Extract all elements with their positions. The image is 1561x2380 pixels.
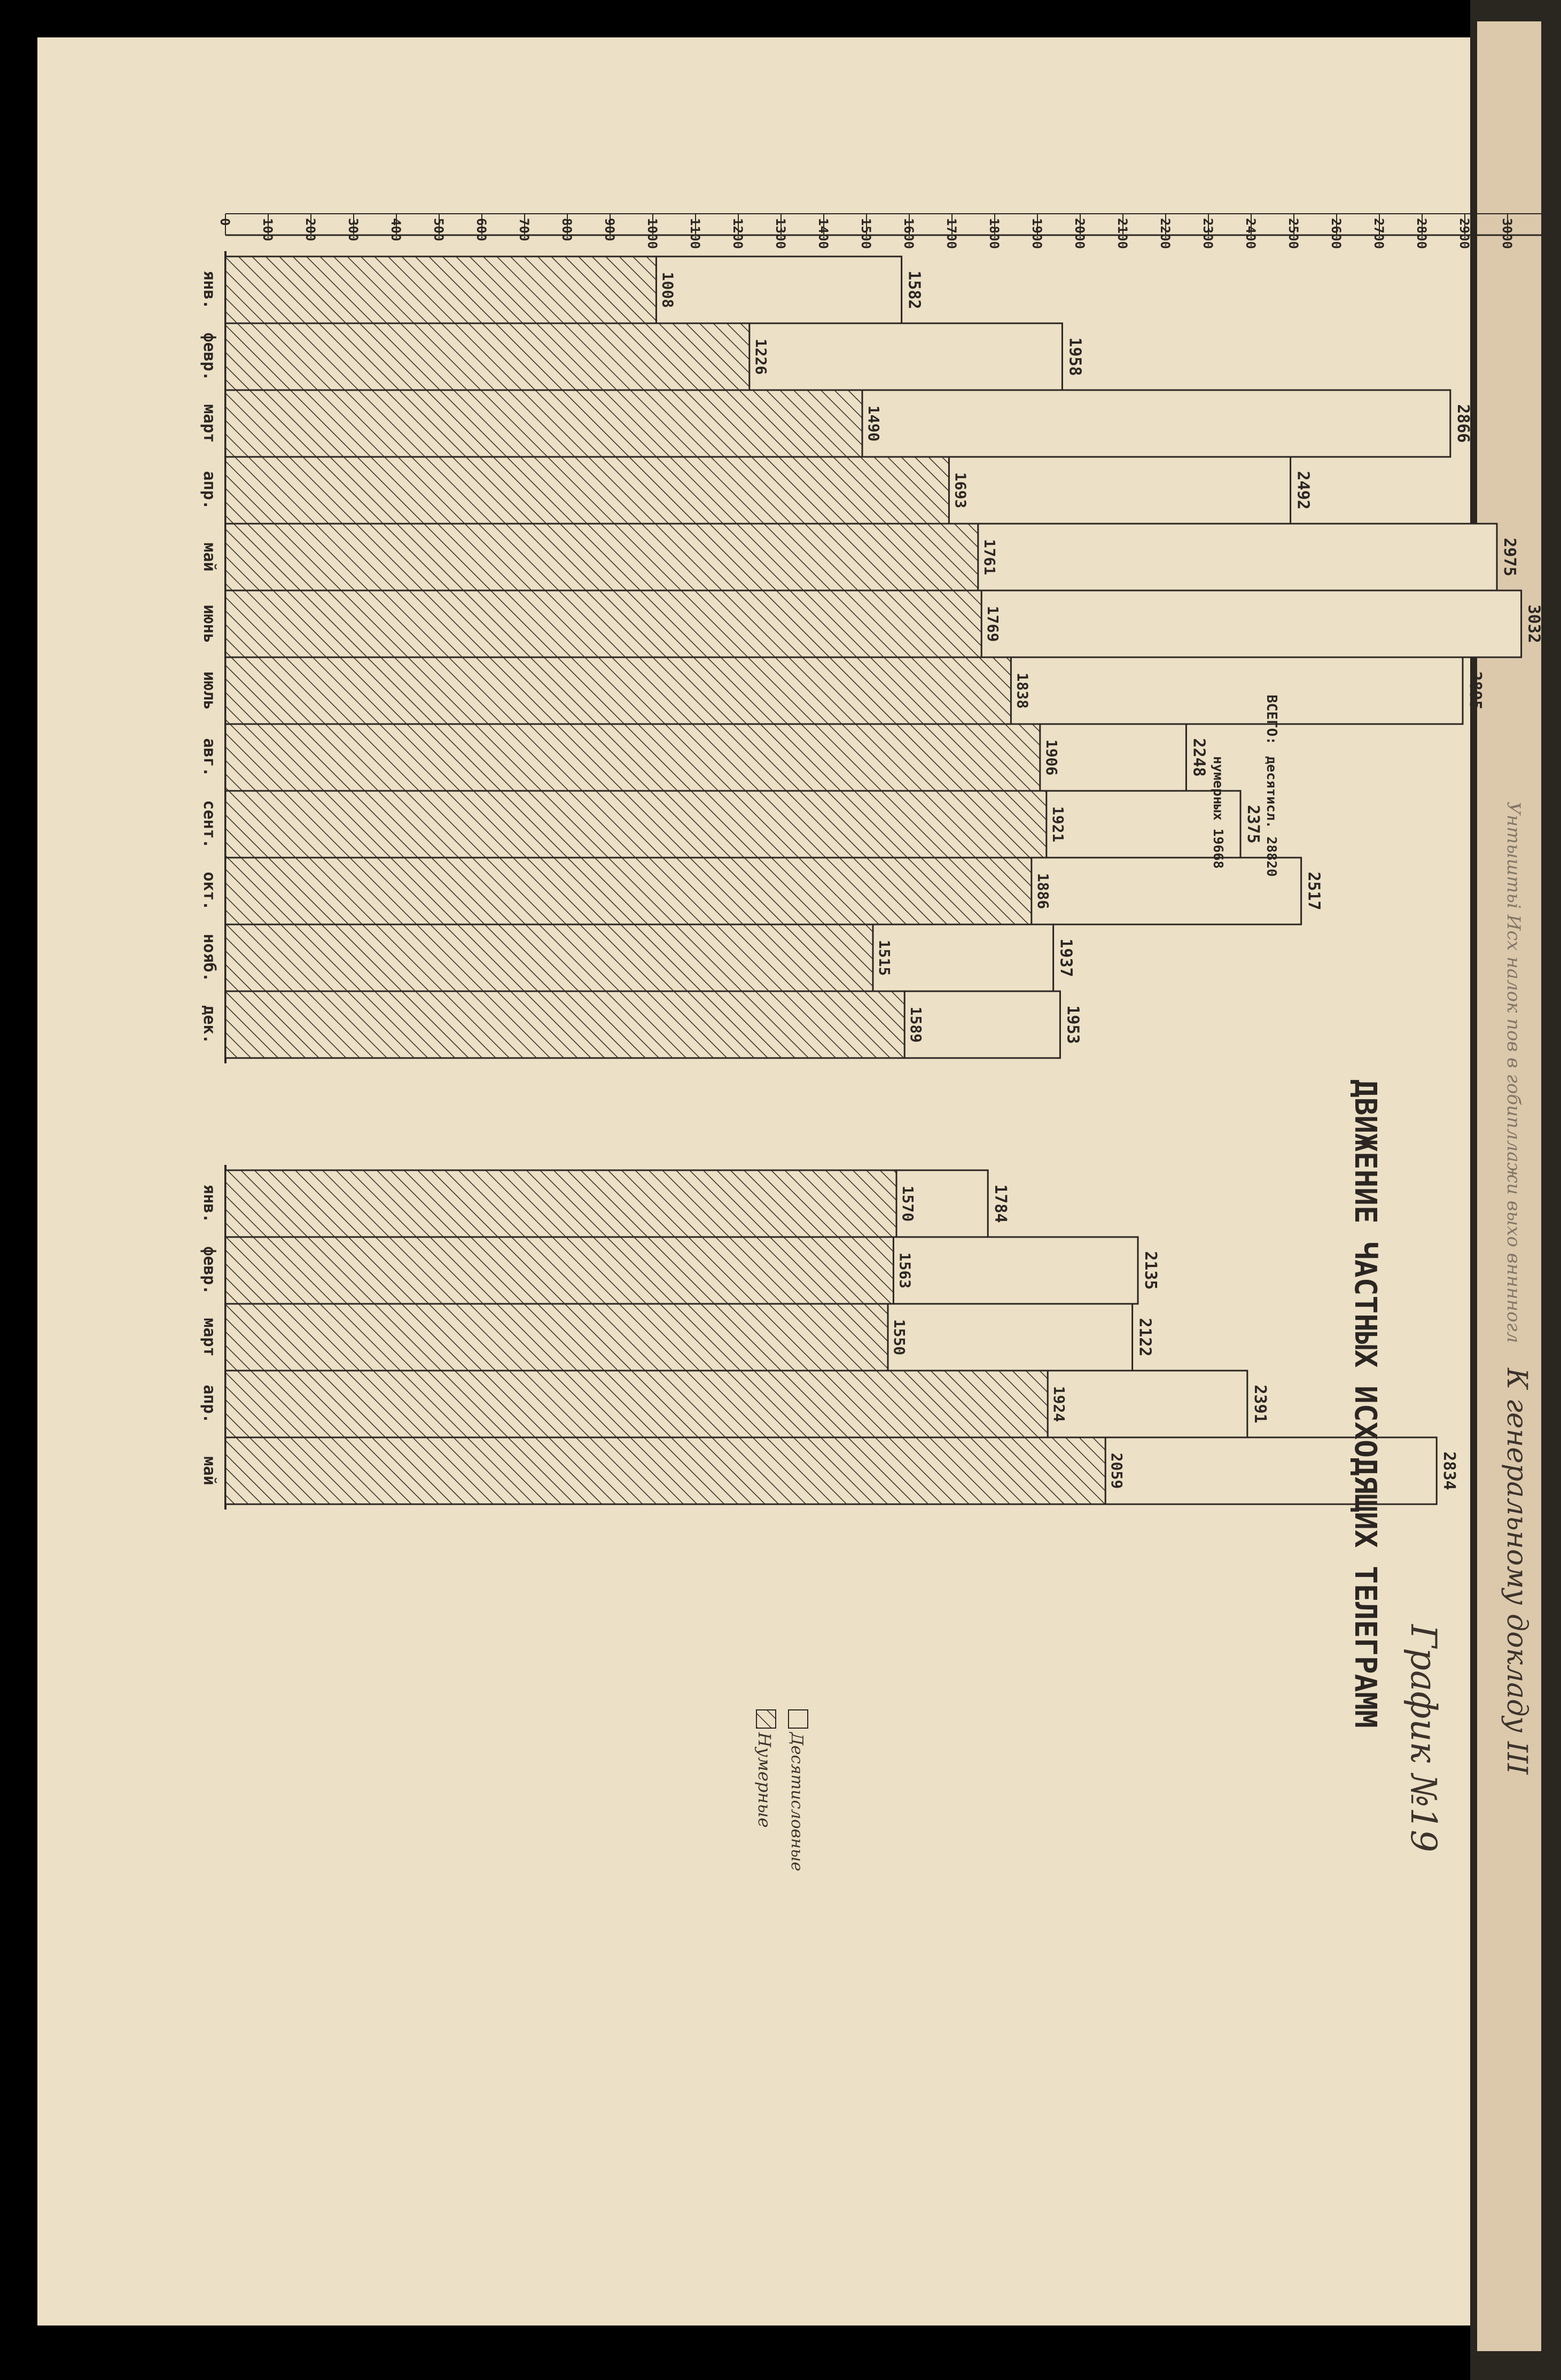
bar-numeric xyxy=(225,390,862,457)
bar-label-ten-word: 2135 xyxy=(1141,1251,1160,1290)
bar-label-numeric: 1693 xyxy=(951,472,970,509)
value-axis-tick-label: 3100 xyxy=(1542,218,1557,249)
bar-label-ten-word: 1784 xyxy=(991,1184,1010,1223)
overprint-note: Унтыштьі Исх налок пов в гобипллажи выхо внннногл xyxy=(1503,802,1524,1343)
value-axis-tick-label: 700 xyxy=(517,218,532,242)
value-axis-tick-label: 1100 xyxy=(688,218,703,249)
value-axis-tick-label: 1000 xyxy=(645,218,660,249)
value-axis-tick-label: 2900 xyxy=(1457,218,1472,249)
value-axis-tick-label: 2000 xyxy=(1072,218,1087,249)
bar-numeric xyxy=(225,1237,893,1304)
category-labels xyxy=(200,270,218,1485)
value-axis-tick-label: 3000 xyxy=(1500,218,1515,249)
value-axis-tick-label: 400 xyxy=(388,218,403,242)
bar-label-numeric: 1226 xyxy=(752,338,770,375)
value-axis-tick-label: 1700 xyxy=(944,218,959,249)
bar-numeric xyxy=(225,524,978,590)
bar-label-numeric: 1490 xyxy=(865,405,883,442)
bar-numeric xyxy=(225,1437,1105,1504)
bar-numeric xyxy=(225,724,1040,791)
bar-label-numeric: 1589 xyxy=(907,1006,925,1043)
category-label: апр. xyxy=(200,471,218,510)
chart-title: ДВИЖЕНИЕ ЧАСТНЫХ ИСХОДЯЩИХ ТЕЛЕГРАММ xyxy=(1348,1079,1383,1728)
category-label: дек. xyxy=(200,1005,218,1044)
value-axis-tick-label: 1900 xyxy=(1029,218,1044,249)
bar-numeric xyxy=(225,323,750,390)
bar-label-numeric: 1008 xyxy=(659,271,677,308)
bar-label-ten-word: 1958 xyxy=(1065,337,1084,376)
bar-numeric xyxy=(225,858,1032,924)
legend xyxy=(754,1710,808,1871)
bar-label-numeric: 1570 xyxy=(899,1185,917,1222)
bar-label-numeric: 1550 xyxy=(891,1319,908,1356)
bar-numeric xyxy=(225,1170,896,1237)
value-axis-tick-label: 1500 xyxy=(858,218,873,249)
bar-label-ten-word: 2375 xyxy=(1244,805,1262,844)
legend-swatch-ten-word xyxy=(789,1710,808,1728)
bar-label-ten-word: 2248 xyxy=(1189,738,1208,777)
value-axis-tick-label: 2100 xyxy=(1115,218,1130,249)
bar-label-ten-word: 1582 xyxy=(904,270,924,309)
value-axis-tick-label: 2400 xyxy=(1243,218,1258,249)
bar-numeric xyxy=(225,1371,1048,1437)
bar-numeric xyxy=(225,924,873,991)
totals-heading: ВСЕГО: xyxy=(1263,695,1279,745)
value-axis-tick-label: 500 xyxy=(431,218,446,242)
totals-numeric: нумерных 19668 xyxy=(1211,756,1226,869)
bar-label-numeric: 1515 xyxy=(876,939,893,976)
value-axis-tick-label: 2700 xyxy=(1371,218,1386,249)
bar-label-numeric: 1761 xyxy=(980,539,998,575)
bar-numeric xyxy=(225,457,949,524)
legend-label-numeric: Нумерные xyxy=(754,1732,775,1828)
category-label: янв. xyxy=(200,1184,218,1223)
bar-label-numeric: 1924 xyxy=(1050,1386,1068,1422)
category-label: нояб. xyxy=(200,934,218,982)
value-axis-tick-label: 0 xyxy=(217,218,232,226)
bar-label-ten-word: 2834 xyxy=(1440,1451,1459,1490)
category-label: июнь xyxy=(200,604,218,643)
value-axis-tick-label: 1400 xyxy=(816,218,831,249)
bar-numeric xyxy=(225,657,1011,724)
value-axis-tick-label: 800 xyxy=(559,218,574,242)
bar-label-numeric: 1838 xyxy=(1013,672,1032,709)
value-axis-tick-label: 2300 xyxy=(1200,218,1215,249)
bar-numeric xyxy=(225,791,1047,858)
value-axis-tick-label: 900 xyxy=(602,218,617,242)
category-label: май xyxy=(200,542,218,572)
bar-label-numeric: 2059 xyxy=(1108,1452,1126,1489)
category-label: апр. xyxy=(200,1385,218,1424)
value-axis-tick-label: 2200 xyxy=(1158,218,1173,249)
bar-label-ten-word: 1937 xyxy=(1056,938,1075,977)
bar-label-ten-word: 2517 xyxy=(1304,872,1323,911)
category-label: авг. xyxy=(200,738,218,777)
graph-number-label: График №19 xyxy=(1403,1624,1444,1853)
bar-label-ten-word: 1953 xyxy=(1063,1005,1082,1044)
value-axis-tick-label: 1200 xyxy=(730,218,745,249)
bar-numeric xyxy=(225,590,981,657)
value-axis-tick-label: 2600 xyxy=(1329,218,1344,249)
bar-label-numeric: 1769 xyxy=(984,605,1002,642)
bar-label-ten-word: 3032 xyxy=(1524,604,1543,643)
value-axis xyxy=(217,214,1561,249)
bar-numeric xyxy=(225,256,656,323)
bar-label-numeric: 1921 xyxy=(1049,806,1067,843)
legend-swatch-numeric xyxy=(756,1710,776,1728)
value-axis-tick-label: 600 xyxy=(474,218,489,242)
value-axis-tick-label: 2500 xyxy=(1286,218,1301,249)
value-axis-tick-label: 200 xyxy=(303,218,318,242)
value-axis-tick-label: 300 xyxy=(346,218,361,242)
category-label: март xyxy=(200,1318,218,1357)
category-label: февр. xyxy=(200,1246,218,1295)
report-caption-line1: К генеральному докладу III xyxy=(1501,1368,1533,1775)
category-label: февр. xyxy=(200,332,218,381)
bar-label-numeric: 1906 xyxy=(1042,739,1060,776)
legend-label-ten-word: Десятисловные xyxy=(787,1732,806,1871)
value-axis-tick-label: 1300 xyxy=(773,218,788,249)
bar-label-ten-word: 2492 xyxy=(1293,471,1313,510)
bar-numeric xyxy=(225,1304,888,1371)
totals-ten-word: десятисл. 28820 xyxy=(1264,756,1279,877)
bar-label-ten-word: 2866 xyxy=(1453,404,1472,443)
bar-label-ten-word: 2895 xyxy=(1466,671,1485,710)
bar-label-ten-word: 2975 xyxy=(1500,538,1519,577)
value-axis-tick-label: 1600 xyxy=(901,218,916,249)
value-axis-tick-label: 100 xyxy=(260,218,275,242)
bar-numeric xyxy=(225,991,904,1058)
bar-label-numeric: 1886 xyxy=(1034,873,1052,909)
category-label: март xyxy=(200,404,218,443)
bar-label-ten-word: 2391 xyxy=(1250,1385,1269,1424)
bar-label-ten-word: 2122 xyxy=(1135,1318,1154,1357)
value-axis-tick-label: 1800 xyxy=(987,218,1002,249)
category-label: июль xyxy=(200,671,218,710)
category-label: сент. xyxy=(200,800,218,849)
category-label: май xyxy=(200,1456,218,1485)
bar-label-numeric: 1563 xyxy=(896,1252,914,1289)
value-axis-tick-label: 2800 xyxy=(1414,218,1429,249)
rotated-chart xyxy=(200,214,1561,2066)
category-label: окт. xyxy=(200,872,218,911)
category-label: янв. xyxy=(200,270,218,309)
